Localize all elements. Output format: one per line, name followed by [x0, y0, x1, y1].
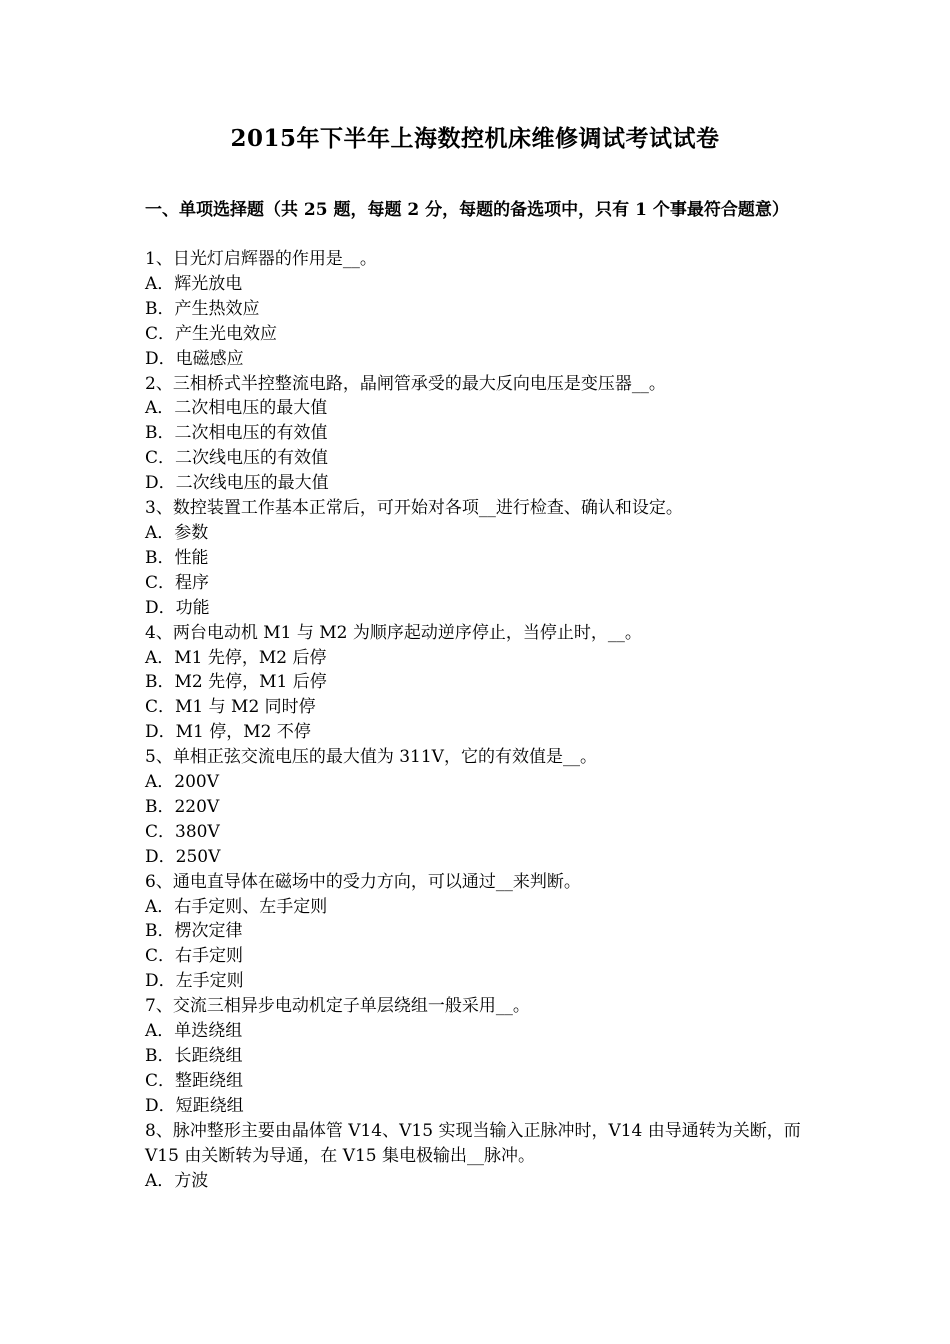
option-a: A．单迭绕组	[145, 1021, 243, 1042]
option-d: D．电磁感应	[145, 348, 244, 369]
option-b: B．二次相电压的有效值	[145, 423, 328, 444]
question-7	[145, 994, 815, 1119]
question-text: 7、交流三相异步电动机定子单层绕组一般采用__。	[145, 996, 530, 1017]
option-c: C．二次线电压的有效值	[145, 448, 329, 469]
question-4	[145, 621, 815, 746]
option-c: C．产生光电效应	[145, 323, 278, 344]
option-d: D．250V	[145, 846, 221, 867]
option-c: C．380V	[145, 821, 220, 842]
option-a: A．右手定则、左手定则	[145, 896, 328, 917]
option-c: C．程序	[145, 572, 210, 593]
question-text: 2、三相桥式半控整流电路，晶闸管承受的最大反向电压是变压器__。	[145, 373, 666, 394]
question-text: 1、日光灯启辉器的作用是__。	[145, 249, 377, 269]
option-d: D．功能	[145, 597, 210, 618]
question-2	[145, 372, 815, 497]
question-text: 5、单相正弦交流电压的最大值为 311V，它的有效值是__。	[145, 747, 597, 768]
option-b: B．产生热效应	[145, 298, 260, 319]
question-6	[145, 870, 815, 995]
question-8	[145, 1119, 815, 1194]
option-b: B．性能	[145, 547, 209, 568]
option-d: D．M1 停，M2 不停	[145, 722, 311, 743]
option-c: C．右手定则	[145, 946, 244, 967]
option-a: A．参数	[145, 522, 209, 543]
option-d: D．短距绕组	[145, 1095, 244, 1116]
option-b: B．M2 先停，M1 后停	[145, 672, 327, 693]
option-d: D．左手定则	[145, 971, 244, 992]
option-a: A．方波	[145, 1170, 209, 1191]
page-title: 2015年下半年上海数控机床维修调试考试试卷	[230, 125, 720, 152]
option-c: C．M1 与 M2 同时停	[145, 697, 316, 718]
option-b: B．楞次定律	[145, 921, 243, 942]
question-text: 8、脉冲整形主要由晶体管 V14、V15 实现当输入正脉冲时，V14 由导通转为关断，而 V15 由关断转为导通，在 V15 集电极输出__脉冲。	[145, 1120, 801, 1166]
question-text: 3、数控装置工作基本正常后，可开始对各项__进行检查、确认和设定。	[145, 498, 683, 519]
question-1	[145, 247, 815, 372]
question-5	[145, 745, 815, 870]
option-b: B．长距绕组	[145, 1046, 243, 1066]
section-heading: 一、单项选择题（共 25 题，每题 2 分，每题的备选项中，只有 1 个事最符合题意）	[145, 200, 789, 220]
question-list	[145, 247, 815, 1193]
option-a: A．辉光放电	[145, 273, 243, 294]
option-d: D．二次线电压的最大值	[145, 473, 329, 494]
question-text: 4、两台电动机 M1 与 M2 为顺序起动逆序停止，当停止时，__。	[145, 622, 642, 643]
option-a: A．二次相电压的最大值	[145, 398, 328, 419]
question-text: 6、通电直导体在磁场中的受力方向，可以通过__来判断。	[145, 871, 581, 892]
option-a: A．200V	[145, 772, 220, 793]
question-3	[145, 496, 815, 621]
option-a: A．M1 先停，M2 后停	[145, 647, 327, 668]
option-b: B．220V	[145, 796, 220, 817]
option-c: C．整距绕组	[145, 1070, 244, 1091]
